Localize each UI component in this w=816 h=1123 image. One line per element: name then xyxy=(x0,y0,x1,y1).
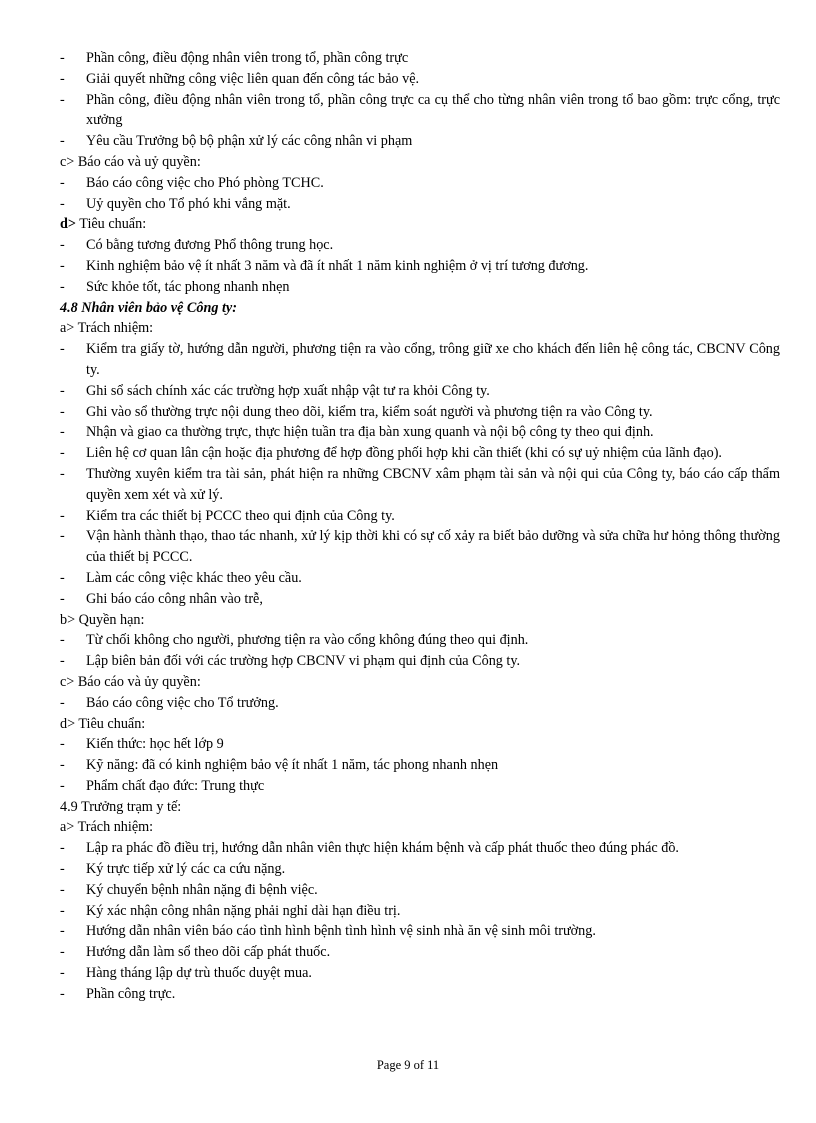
bullet-item xyxy=(60,942,780,963)
bullet-item xyxy=(60,755,780,776)
section-heading: 4.8 Nhân viên bảo vệ Công ty: xyxy=(60,299,237,316)
bullet-text: Ghi sổ sách chính xác các trường hợp xuất nhập vật tư ra khỏi Công ty. xyxy=(86,382,490,399)
bullet-text: Thường xuyên kiểm tra tài sản, phát hiện ra những CBCNV xâm phạm tài sản và nội qui của Công ty, báo cáo cấp thẩm quyền xem xét và xử lý. xyxy=(86,465,780,503)
bullet-item xyxy=(60,693,780,714)
bullet-dash: - xyxy=(60,341,65,358)
bullet-item xyxy=(60,464,780,506)
bullet-dash: - xyxy=(60,174,65,191)
bullet-item xyxy=(60,589,780,610)
bullet-text: Ghi vào sổ thường trực nội dung theo dõi, kiểm tra, kiểm soát người và phương tiện ra vào Công ty. xyxy=(86,403,653,420)
bullet-dash: - xyxy=(60,382,65,399)
bullet-item xyxy=(60,402,780,423)
bullet-item xyxy=(60,630,780,651)
bullet-text: Phần công, điều động nhân viên trong tổ, phần công trực ca cụ thể cho từng nhân viên trong tổ bao gồm: trực cổng, trực xưởng xyxy=(86,91,780,129)
bullet-item xyxy=(60,901,780,922)
bullet-text: Hướng dẫn làm sổ theo dõi cấp phát thuốc. xyxy=(86,944,331,961)
subsection-label: a> Trách nhiệm: xyxy=(60,819,154,836)
bullet-dash: - xyxy=(60,507,65,524)
bullet-dash: - xyxy=(60,881,65,898)
bullet-text: Phẩm chất đạo đức: Trung thực xyxy=(86,777,265,794)
bullet-item xyxy=(60,277,780,298)
bullet-dash: - xyxy=(60,632,65,649)
bullet-item xyxy=(60,651,780,672)
bullet-dash: - xyxy=(60,736,65,753)
bullet-dash: - xyxy=(60,653,65,670)
bullet-dash: - xyxy=(60,50,65,66)
bullet-text: Lập biên bản đối với các trường hợp CBCNV vi phạm qui định của Công ty. xyxy=(86,653,521,670)
bullet-text: Ký trực tiếp xử lý các ca cứu nặng. xyxy=(86,861,286,878)
bullet-text: Báo cáo công việc cho Phó phòng TCHC. xyxy=(86,174,324,191)
bullet-dash: - xyxy=(60,757,65,774)
bullet-text: Phần công trực. xyxy=(86,985,176,1002)
bullet-text: Ký xác nhận công nhân nặng phải nghỉ dài hạn điều trị. xyxy=(86,902,401,919)
bullet-text: Ghi báo cáo công nhân vào trễ, xyxy=(86,590,263,607)
subsection-label: c> Báo cáo và uỷ quyền: xyxy=(60,153,201,170)
bullet-item xyxy=(60,526,780,568)
bullet-dash: - xyxy=(60,237,65,254)
bullet-dash: - xyxy=(60,445,65,462)
bullet-dash: - xyxy=(60,590,65,607)
page-footer: Page 9 of 11 xyxy=(376,1058,440,1072)
bullet-item xyxy=(60,880,780,901)
bullet-item xyxy=(60,963,780,984)
bullet-dash: - xyxy=(60,569,65,586)
bullet-item xyxy=(60,921,780,942)
bullet-item xyxy=(60,734,780,755)
bullet-dash: - xyxy=(60,777,65,794)
bullet-text: Báo cáo công việc cho Tổ trưởng. xyxy=(86,694,279,711)
subsection-label: 4.9 Trưởng trạm y tế: xyxy=(60,798,182,815)
bullet-dash: - xyxy=(60,840,65,857)
bullet-dash: - xyxy=(60,70,65,87)
bullet-item xyxy=(60,568,780,589)
bullet-item xyxy=(60,422,780,443)
bullet-text: Sức khỏe tốt, tác phong nhanh nhẹn xyxy=(86,278,290,295)
bullet-dash: - xyxy=(60,424,65,441)
bullet-text: Liên hệ cơ quan lân cận hoặc địa phương để hợp đồng phối hợp khi cần thiết (khi có sự uỷ nhiệm của lãnh đạo). xyxy=(86,445,722,462)
bullet-dash: - xyxy=(60,91,65,108)
bullet-dash: - xyxy=(60,278,65,295)
bullet-text: Kiểm tra các thiết bị PCCC theo qui định của Công ty. xyxy=(86,507,395,524)
bullet-item xyxy=(60,235,780,256)
bullet-item xyxy=(60,90,780,132)
bullet-text: Làm các công việc khác theo yêu cầu. xyxy=(86,569,302,586)
bullet-text: Kiến thức: học hết lớp 9 xyxy=(86,736,224,753)
subsection-label: c> Báo cáo và ủy quyền: xyxy=(60,673,201,690)
bullet-item xyxy=(60,776,780,797)
bullet-item xyxy=(60,838,780,859)
bullet-text: Kinh nghiệm bảo vệ ít nhất 3 năm và đã ít nhất 1 năm kinh nghiệm ở vị trí tương đương. xyxy=(86,257,589,274)
bullet-dash: - xyxy=(60,861,65,878)
bullet-item xyxy=(60,443,780,464)
bullet-dash: - xyxy=(60,965,65,982)
subsection-text: Tiêu chuẩn: xyxy=(75,216,147,233)
bullet-dash: - xyxy=(60,694,65,711)
bullet-text: Kỹ năng: đã có kinh nghiệm bảo vệ ít nhất 1 năm, tác phong nhanh nhẹn xyxy=(86,757,499,774)
document-body xyxy=(60,48,780,1005)
subsection-label: b> Quyền hạn: xyxy=(60,611,145,628)
bullet-text: Nhận và giao ca thường trực, thực hiện tuần tra địa bàn xung quanh và nội bộ công ty theo qui định. xyxy=(86,424,654,441)
bullet-item xyxy=(60,131,780,152)
subsection-label: d> Tiêu chuẩn: xyxy=(60,715,146,732)
bullet-item xyxy=(60,194,780,215)
bullet-dash: - xyxy=(60,944,65,961)
subsection-label: a> Trách nhiệm: xyxy=(60,320,154,337)
bullet-text: Giải quyết những công việc liên quan đến công tác bảo vệ. xyxy=(86,70,420,87)
bullet-dash: - xyxy=(60,923,65,940)
bullet-item xyxy=(60,69,780,90)
bullet-text: Uỷ quyền cho Tổ phó khi vắng mặt. xyxy=(86,195,291,212)
bullet-item xyxy=(60,859,780,880)
bullet-text: Lập ra phác đồ điều trị, hướng dẫn nhân viên thực hiện khám bệnh và cấp phát thuốc theo đúng phác đồ. xyxy=(86,840,679,857)
bullet-text: Kiểm tra giấy tờ, hướng dẫn người, phương tiện ra vào cổng, trông giữ xe cho khách đến liên hệ công tác, CBCNV Công ty. xyxy=(86,341,780,378)
bullet-dash: - xyxy=(60,465,65,482)
bullet-item xyxy=(60,381,780,402)
bullet-text: Có bằng tương đương Phổ thông trung học. xyxy=(86,237,334,254)
bullet-text: Hàng tháng lập dự trù thuốc duyệt mua. xyxy=(86,965,312,982)
bullet-item xyxy=(60,256,780,277)
bullet-item xyxy=(60,339,780,381)
bullet-text: Ký chuyển bệnh nhân nặng đi bệnh việc. xyxy=(86,881,318,898)
bullet-dash: - xyxy=(60,403,65,420)
bullet-dash: - xyxy=(60,902,65,919)
subsection-prefix: d> xyxy=(60,216,76,233)
bullet-dash: - xyxy=(60,257,65,274)
bullet-text: Vận hành thành thạo, thao tác nhanh, xử lý kịp thời khi có sự cố xảy ra biết bảo dưỡng và sửa chữa hư hỏng thông thường của thiết bị PCCC. xyxy=(86,528,780,566)
bullet-item xyxy=(60,984,780,1005)
bullet-dash: - xyxy=(60,133,65,150)
bullet-text: Phần công, điều động nhân viên trong tổ, phần công trực xyxy=(86,50,409,66)
bullet-dash: - xyxy=(60,528,65,545)
bullet-text: Từ chối không cho người, phương tiện ra vào cổng không đúng theo qui định. xyxy=(86,632,529,649)
bullet-item xyxy=(60,173,780,194)
bullet-text: Hướng dẫn nhân viên báo cáo tình hình bệnh tình hình vệ sinh nhà ăn vệ sinh môi trường. xyxy=(86,923,596,940)
bullet-dash: - xyxy=(60,195,65,212)
bullet-text: Yêu cầu Trưởng bộ bộ phận xử lý các công nhân vi phạm xyxy=(86,133,413,150)
bullet-item xyxy=(60,48,780,69)
bullet-dash: - xyxy=(60,985,65,1002)
bullet-item xyxy=(60,506,780,527)
subsection-label xyxy=(60,214,780,235)
